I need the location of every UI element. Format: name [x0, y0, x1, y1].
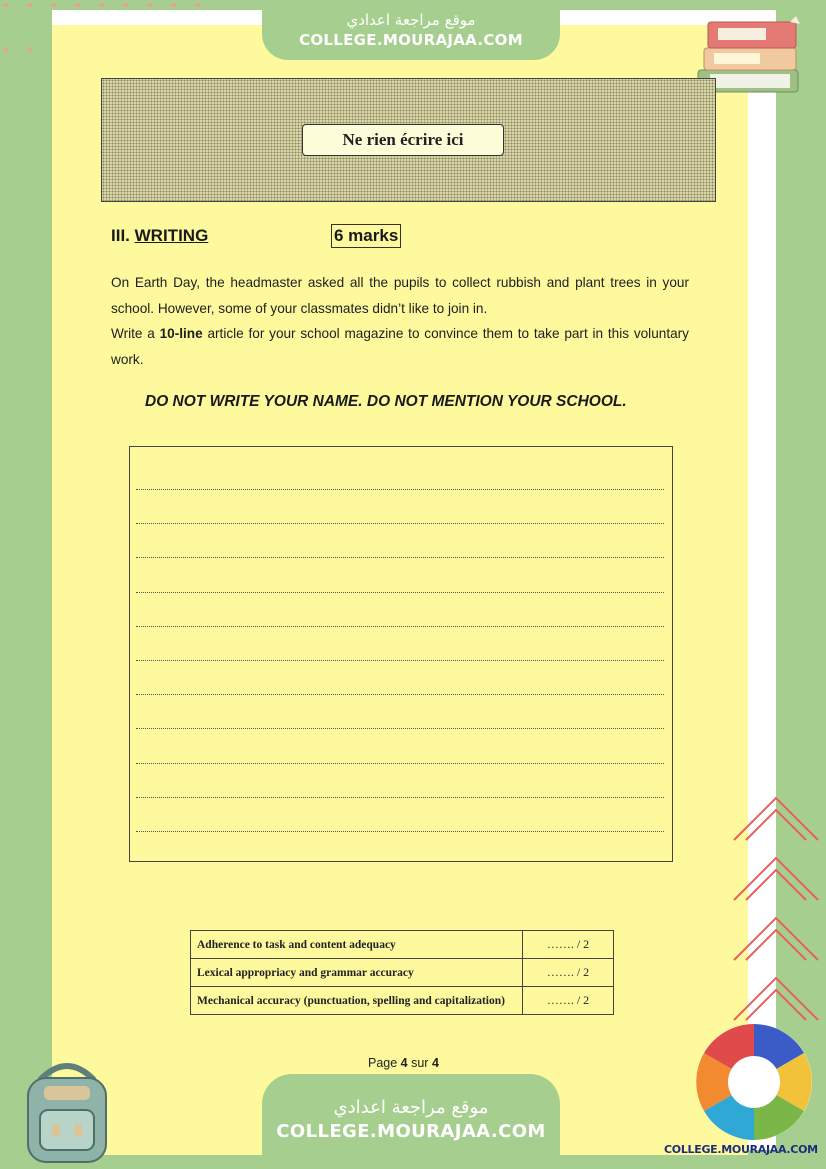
marks-badge: 6 marks	[331, 224, 401, 248]
answer-line[interactable]	[136, 797, 664, 798]
site-banner-bottom[interactable]	[262, 1074, 560, 1169]
rubric-row	[191, 987, 614, 1015]
site-banner-top[interactable]	[262, 0, 560, 60]
page-total: 4	[431, 1056, 439, 1070]
dot	[28, 47, 32, 51]
rubric-criterion: Mechanical accuracy (punctuation, spelling and capitalization)	[191, 987, 523, 1015]
chevron-up-icon	[724, 790, 826, 1050]
rubric-criterion: Adherence to task and content adequacy	[191, 931, 523, 959]
instruction-task-start: Write a	[111, 326, 160, 341]
rubric-row	[191, 931, 614, 959]
dot	[28, 3, 32, 7]
answer-line[interactable]	[136, 557, 664, 558]
rubric-score: ……. / 2	[523, 931, 614, 959]
answer-line[interactable]	[136, 592, 664, 593]
site-domain-link-bottom[interactable]: COLLEGE.MOURAJAA.COM	[276, 1121, 546, 1142]
site-domain-link[interactable]: COLLEGE.MOURAJAA.COM	[299, 31, 523, 49]
dot	[172, 3, 176, 7]
dot	[124, 3, 128, 7]
instruction-task-end: article for your school magazine to convince them to take part in this voluntary work.	[111, 326, 689, 367]
no-write-label: Ne rien écrire ici	[302, 124, 504, 156]
dot	[4, 3, 8, 7]
section-title	[111, 226, 208, 246]
answer-line[interactable]	[136, 626, 664, 627]
answer-line[interactable]	[136, 660, 664, 661]
backpack-icon	[10, 1050, 125, 1165]
instructions	[111, 270, 689, 372]
instruction-task	[111, 321, 689, 372]
rubric-score: ……. / 2	[523, 987, 614, 1015]
page-current: 4	[400, 1056, 408, 1070]
dot	[52, 3, 56, 7]
wheel-domain-caption: COLLEGE.MOURAJAA.COM	[664, 1143, 818, 1156]
warning-text: DO NOT WRITE YOUR NAME. DO NOT MENTION YOUR SCHOOL.	[145, 393, 627, 410]
site-arabic-name: موقع مراجعة اعدادي	[346, 11, 476, 29]
rubric-criterion: Lexical appropriacy and grammar accuracy	[191, 959, 523, 987]
restricted-area	[101, 78, 716, 202]
answer-line[interactable]	[136, 523, 664, 524]
dot	[148, 3, 152, 7]
rubric-table	[190, 930, 614, 1015]
education-wheel-icon	[692, 1020, 816, 1144]
answer-box[interactable]	[129, 446, 673, 862]
section-name: WRITING	[134, 226, 209, 245]
rubric-score: ……. / 2	[523, 959, 614, 987]
answer-line[interactable]	[136, 694, 664, 695]
instruction-task-length: 10-line	[159, 326, 203, 341]
answer-line[interactable]	[136, 763, 664, 764]
instruction-context: On Earth Day, the headmaster asked all the pupils to collect rubbish and plant trees in your school. However, some of your classmates didn’t like to join in.	[111, 275, 689, 316]
rubric-row	[191, 959, 614, 987]
answer-line[interactable]	[136, 728, 664, 729]
page-label: Page	[368, 1056, 401, 1070]
dot	[4, 47, 8, 51]
answer-line[interactable]	[136, 489, 664, 490]
dot	[100, 3, 104, 7]
page-separator: sur	[407, 1056, 432, 1070]
page-number	[368, 1056, 439, 1070]
answer-line[interactable]	[136, 831, 664, 832]
site-arabic-name-bottom: موقع مراجعة اعدادي	[333, 1097, 489, 1118]
dot	[196, 3, 200, 7]
dot	[76, 3, 80, 7]
section-number: III.	[111, 226, 130, 245]
